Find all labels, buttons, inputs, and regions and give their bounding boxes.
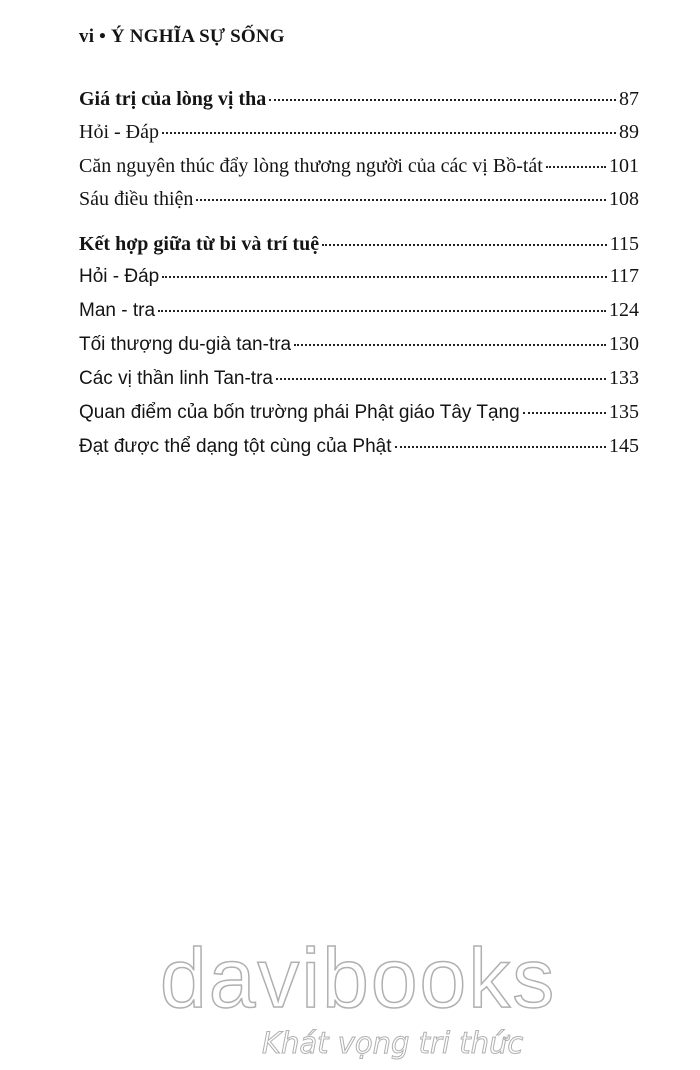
toc-entry-title: Tối thượng du-già tan-tra bbox=[79, 334, 292, 355]
toc-entry-page: 87 bbox=[619, 88, 639, 110]
toc-entry bbox=[79, 401, 639, 427]
dot-leader bbox=[395, 446, 607, 448]
toc-entry-page: 135 bbox=[609, 401, 639, 423]
dot-leader bbox=[196, 199, 606, 201]
toc-entry-title: Đạt được thể dạng tột cùng của Phật bbox=[79, 436, 392, 457]
dot-leader bbox=[322, 244, 607, 246]
toc-entry bbox=[79, 333, 639, 359]
toc-entry bbox=[79, 155, 639, 181]
dot-leader bbox=[294, 344, 606, 346]
watermark-slogan: Khát vọng tri thức bbox=[262, 1026, 524, 1060]
toc-entry-title: Hỏi - Đáp bbox=[79, 121, 159, 143]
dot-leader bbox=[162, 276, 606, 278]
toc-entry-page: 89 bbox=[619, 121, 639, 143]
toc-entry-page: 108 bbox=[609, 188, 639, 210]
toc-entry bbox=[79, 367, 639, 393]
toc-entry-title: Giá trị của lòng vị tha bbox=[79, 88, 267, 110]
toc-entry-title: Sáu điều thiện bbox=[79, 188, 194, 210]
toc-entry bbox=[79, 299, 639, 325]
toc-entry-page: 130 bbox=[609, 333, 639, 355]
toc-entry-title: Man - tra bbox=[79, 300, 156, 321]
toc-entry-page: 133 bbox=[609, 367, 639, 389]
toc-entry-title: Kết hợp giữa từ bi và trí tuệ bbox=[79, 233, 320, 255]
dot-leader bbox=[276, 378, 606, 380]
running-header: vi • Ý NGHĨA SỰ SỐNG bbox=[79, 26, 285, 47]
toc-entry-heading bbox=[79, 233, 639, 259]
watermark-brand: davibooks bbox=[160, 931, 557, 1025]
toc-entry-title: Căn nguyên thúc đẩy lòng thương người của các vị Bồ-tát bbox=[79, 155, 543, 177]
toc-entry bbox=[79, 121, 639, 147]
dot-leader bbox=[546, 166, 606, 168]
toc-entry-title: Quan điểm của bốn trường phái Phật giáo Tây Tạng bbox=[79, 402, 520, 423]
toc-entry-title: Các vị thần linh Tan-tra bbox=[79, 368, 273, 389]
toc-entry-page: 124 bbox=[609, 299, 639, 321]
dot-leader bbox=[269, 99, 616, 101]
toc-entry-page: 145 bbox=[609, 435, 639, 457]
toc-entry-page: 117 bbox=[609, 265, 639, 287]
toc-entry bbox=[79, 265, 639, 291]
dot-leader bbox=[523, 412, 606, 414]
toc-entry bbox=[79, 188, 639, 214]
toc-entry bbox=[79, 435, 639, 461]
toc-entry-title: Hỏi - Đáp bbox=[79, 266, 160, 287]
dot-leader bbox=[158, 310, 606, 312]
dot-leader bbox=[162, 132, 616, 134]
publisher-watermark bbox=[0, 930, 700, 1070]
toc-entry-page: 115 bbox=[609, 233, 639, 255]
toc-entry-heading bbox=[79, 88, 639, 114]
toc-entry-page: 101 bbox=[609, 155, 639, 177]
